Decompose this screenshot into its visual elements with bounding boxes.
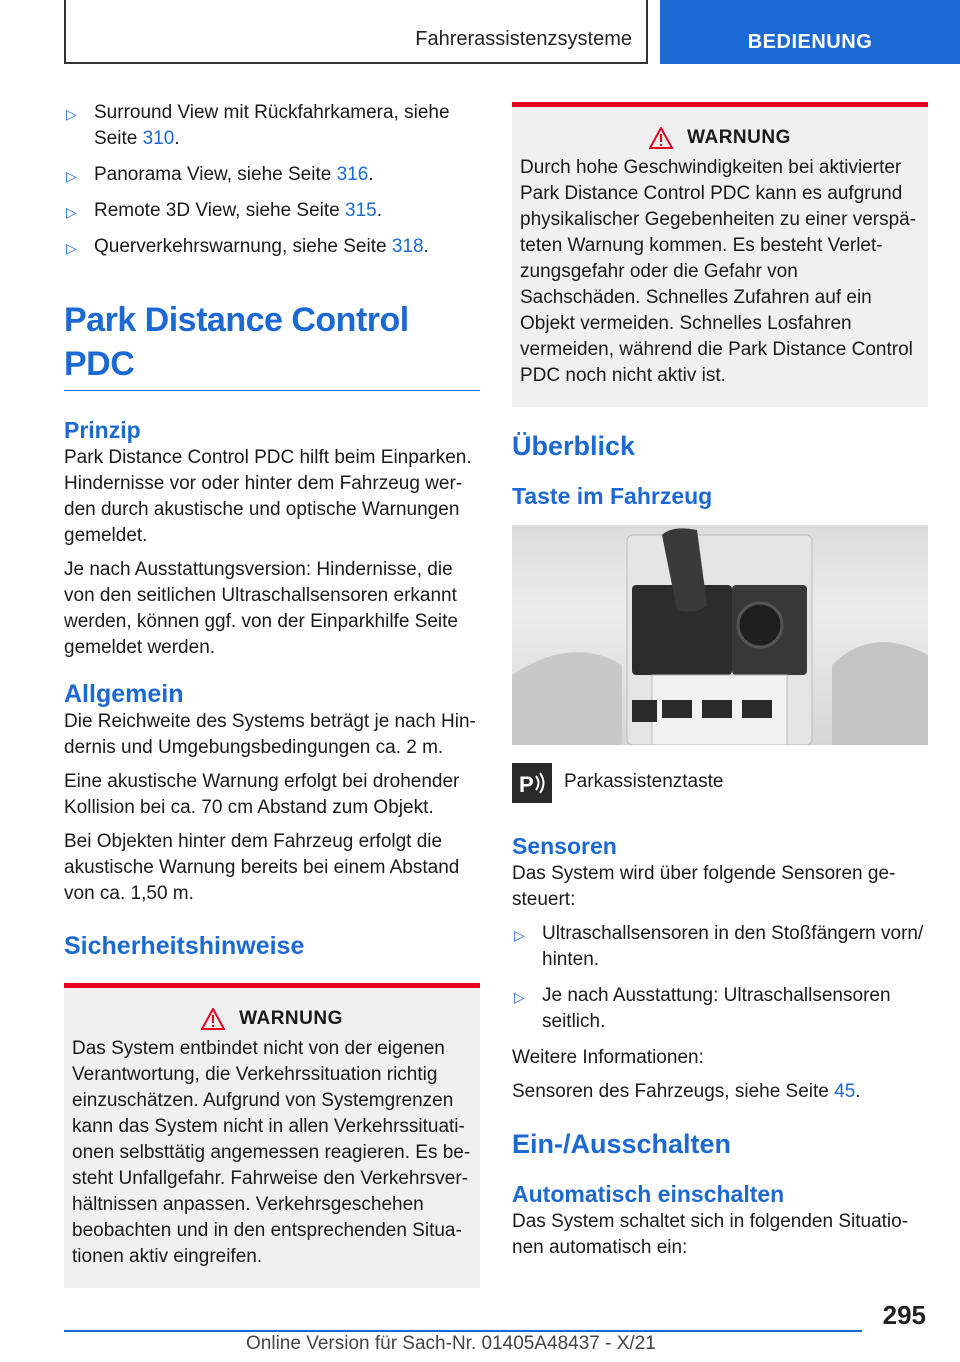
list-item: ▷ Panorama View, siehe Seite 316. [64, 162, 480, 188]
allgemein-paragraph-3: Bei Objekten hinter dem Fahrzeug erfolgt die akustische Warnung bereits bei einem Abstand von ca. 1,50 m. [64, 831, 460, 904]
warning-triangle-icon [201, 1008, 225, 1030]
page-link[interactable]: 316 [336, 164, 369, 185]
warning-header [520, 127, 920, 149]
warning-label: WARNUNG [687, 127, 791, 148]
crossref-list [64, 100, 480, 260]
list-item: ▷ Remote 3D View, siehe Seite 315. [64, 198, 480, 224]
list-item: ▷ Querverkehrswarnung, siehe Seite 318. [64, 234, 480, 260]
heading-ein-ausschalten: Ein-/Ausschalten [512, 1129, 732, 1159]
prinzip-paragraph-1: Park Distance Control PDC hilft beim Einparken. Hindernisse vor oder hinter dem Fahrzeug wer-den durch akustische und optische Warnungen gemeldet. [64, 447, 472, 546]
weitere-informationen: Weitere Informationen: [512, 1047, 704, 1068]
warning-header [72, 1008, 472, 1030]
page-number: 295 [882, 1300, 926, 1330]
heading-allgemein: Allgemein [64, 680, 184, 708]
list-item: ▷ Surround View mit Rückfahrkamera, siehe Seite 310. [66, 102, 450, 149]
park-assist-button-icon [512, 763, 552, 803]
svg-text:P: P [519, 772, 534, 797]
page-link[interactable]: 310 [142, 128, 175, 149]
page-title: Park Distance Control PDC [64, 298, 480, 391]
allgemein-paragraph-1: Die Reichweite des Systems beträgt je nach Hin-dernis und Umgebungsbedingungen ca. 2 m. [64, 711, 476, 758]
heading-sensoren: Sensoren [512, 833, 617, 859]
header-box [64, 0, 648, 64]
prinzip-paragraph-2: Je nach Ausstattungsversion: Hindernisse, die von den seitlichen Ultraschallsensoren erkannt werden, können ggf. von der Einparkhilfe Seite gemeldet werden. [64, 559, 458, 658]
warning-label: WARNUNG [239, 1008, 343, 1029]
automatisch-paragraph: Das System schaltet sich in folgenden Situatio-nen automatisch ein: [512, 1211, 909, 1258]
legend-label: Parkassistenztaste [564, 771, 724, 792]
warning-box [512, 102, 928, 407]
page-link[interactable]: 315 [345, 200, 377, 221]
bullet-triangle-icon: ▷ [66, 168, 77, 184]
heading-ueberblick: Überblick [512, 431, 636, 461]
footer-online-version: Online Version für Sach-Nr. 01405A48437 - X/21 [246, 1333, 656, 1354]
left-column [64, 100, 480, 1288]
bullet-triangle-icon: ▷ [66, 240, 77, 256]
list-item: ▷ Ultraschallsensoren in den Stoßfängern vorn/ hinten. [514, 923, 924, 970]
sensoren-reference: Sensoren des Fahrzeugs, siehe Seite 45. [512, 1081, 861, 1102]
page-link[interactable]: 45 [834, 1081, 856, 1102]
footer-divider [64, 1330, 862, 1332]
header-chapter-tab: BEDIENUNG [660, 0, 960, 64]
sensor-list [512, 921, 928, 1035]
allgemein-paragraph-2: Eine akustische Warnung erfolgt bei drohender Kollision bei ca. 70 cm Abstand zum Objekt. [64, 771, 460, 818]
heading-sicherheitshinweise: Sicherheitshinweise [64, 932, 305, 960]
warning-triangle-icon [649, 127, 673, 149]
warning-box [64, 983, 480, 1288]
warning-text: Durch hohe Geschwindigkeiten bei aktivierter Park Distance Control PDC kann es aufgrund physikalischer Gegebenheiten zu einer verspä-teten Warnung kommen. Es besteht Verlet-zungsgefahr oder die Gefahr von Sachschäden. Schnelles Zufahren auf ein Objekt vermeiden. Schnelles Losfahren vermeiden, während die Park Distance Control PDC noch nicht aktiv ist. [520, 157, 917, 386]
bullet-triangle-icon: ▷ [66, 106, 77, 122]
sensoren-paragraph: Das System wird über folgende Sensoren ge-steuert: [512, 863, 896, 910]
right-column [512, 102, 928, 1269]
header-section-title: Fahrerassistenzsysteme [415, 28, 632, 50]
center-console-illustration [512, 525, 928, 745]
warning-text: Das System entbindet nicht von der eigenen Verantwortung, die Verkehrssituation richtig einzuschätzen. Aufgrund von Systemgrenzen kann das System nicht in allen Verkehrssituati-onen selbsttätig angemessen reagieren. Es be-steht Unfallgefahr. Fahrweise den Verkehrsver-hältnissen anpassen. Verkehrsgeschehen beobachten und in den entsprechenden Situa-tionen aktiv eingreifen. [72, 1038, 471, 1267]
list-item: ▷ Je nach Ausstattung: Ultraschallsensoren seitlich. [514, 985, 891, 1032]
heading-taste-im-fahrzeug: Taste im Fahrzeug [512, 483, 713, 509]
bullet-triangle-icon: ▷ [514, 927, 525, 943]
page-link[interactable]: 318 [391, 236, 424, 257]
legend-row [512, 763, 928, 803]
heading-prinzip: Prinzip [64, 417, 141, 443]
bullet-triangle-icon: ▷ [514, 989, 525, 1005]
bullet-triangle-icon: ▷ [66, 204, 77, 220]
heading-automatisch-einschalten: Automatisch einschalten [512, 1181, 785, 1207]
center-console-photo [512, 525, 928, 745]
